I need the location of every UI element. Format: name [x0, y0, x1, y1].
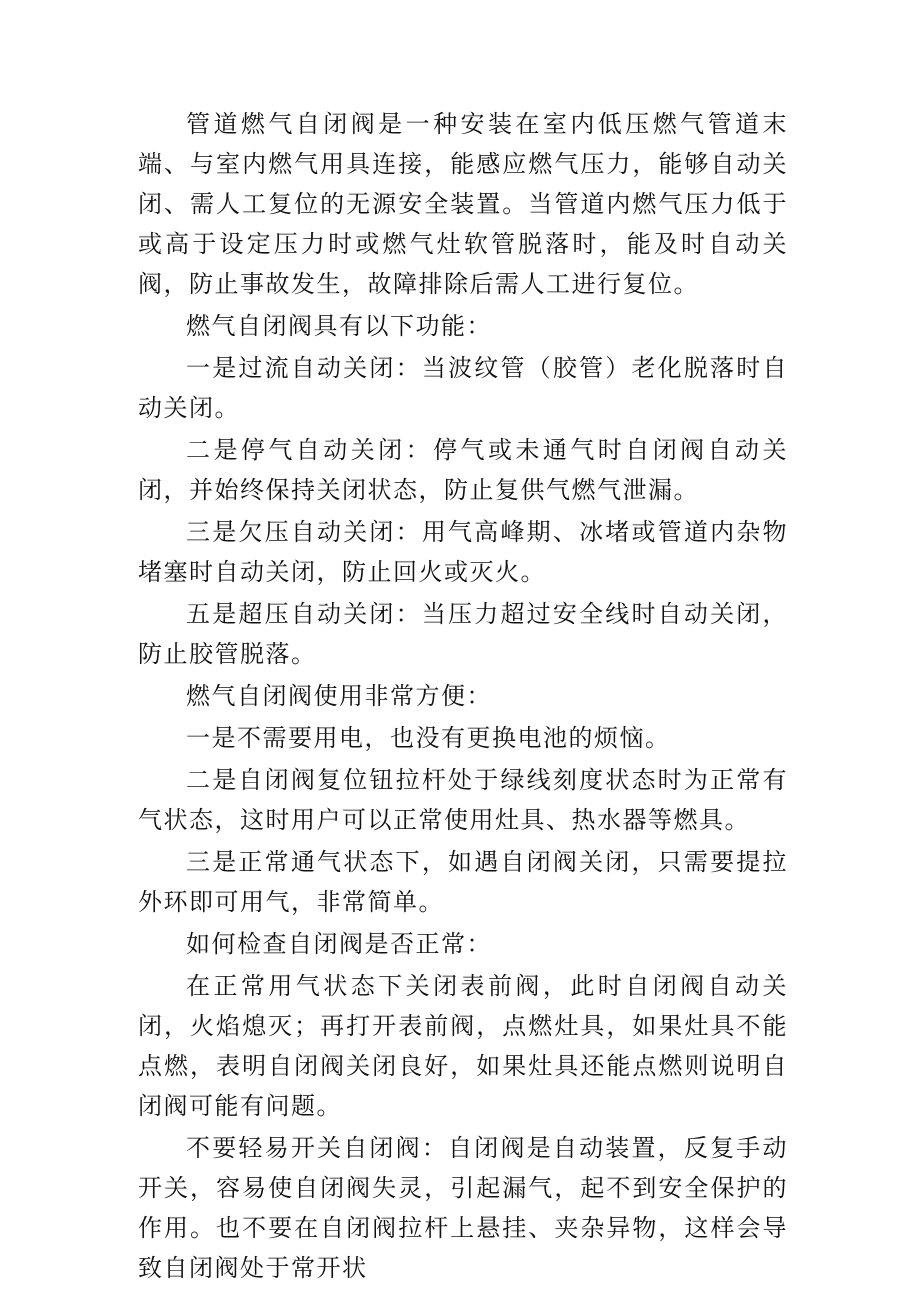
paragraph-function-gas-stop: 二是停气自动关闭：停气或未通气时自闭阀自动关闭，并始终保持关闭状态，防止复供气燃气泄漏。 — [138, 436, 788, 504]
paragraph-check-method: 在正常用气状态下关闭表前阀，此时自闭阀自动关闭，火焰熄灭；再打开表前阀，点燃灶具，如果灶具不能点燃，表明自闭阀关闭良好，如果灶具还能点燃则说明自闭阀可能有问题。 — [138, 972, 788, 1120]
paragraph-convenience-no-power: 一是不需要用电，也没有更换电池的烦恼。 — [186, 724, 671, 752]
document-body — [138, 104, 788, 1290]
paragraph-check-heading: 如何检查自闭阀是否正常： — [186, 930, 492, 958]
paragraph-warning: 不要轻易开关自闭阀：自闭阀是自动装置，反复手动开关，容易使自闭阀失灵，引起漏气，起不到安全保护的作用。也不要在自闭阀拉杆上悬挂、夹杂异物，这样会导致自闭阀处于常开状 — [138, 1134, 788, 1282]
paragraph-convenience-reset: 三是正常通气状态下，如遇自闭阀关闭，只需要提拉外环即可用气，非常简单。 — [138, 848, 788, 916]
paragraph-convenience-green-line: 二是自闭阀复位钮拉杆处于绿线刻度状态时为正常有气状态，这时用户可以正常使用灶具、热水器等燃具。 — [138, 766, 788, 834]
paragraph-function-underpressure: 三是欠压自动关闭：用气高峰期、冰堵或管道内杂物堵塞时自动关闭，防止回火或灭火。 — [138, 518, 788, 586]
paragraph-convenience-heading: 燃气自闭阀使用非常方便： — [186, 682, 492, 710]
paragraph-intro: 管道燃气自闭阀是一种安装在室内低压燃气管道末端、与室内燃气用具连接，能感应燃气压力，能够自动关闭、需人工复位的无源安全装置。当管道内燃气压力低于或高于设定压力时或燃气灶软管脱落时，能及时自动关阀，防止事故发生，故障排除后需人工进行复位。 — [138, 110, 788, 298]
paragraph-function-overpressure: 五是超压自动关闭：当压力超过安全线时自动关闭，防止胶管脱落。 — [138, 600, 788, 668]
paragraph-functions-heading: 燃气自闭阀具有以下功能： — [186, 312, 492, 340]
paragraph-function-overflow: 一是过流自动关闭：当波纹管（胶管）老化脱落时自动关闭。 — [138, 354, 788, 422]
